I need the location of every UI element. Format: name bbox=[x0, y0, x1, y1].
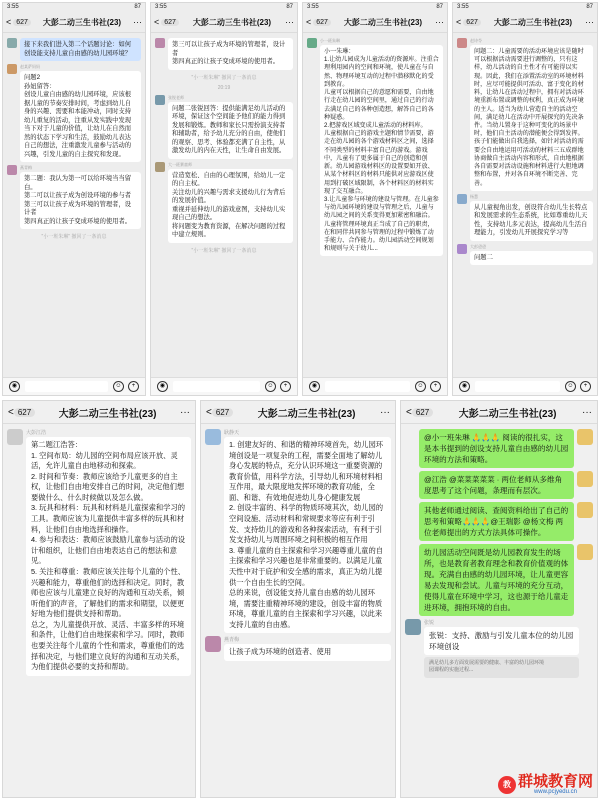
avatar bbox=[7, 429, 23, 445]
message bbox=[307, 38, 443, 256]
message-bubble[interactable]: 小一朱琳： 1.让幼儿园成为儿童活动的资源库。注重合理利用园内的空间和环境，使儿童在与自然、物理环境互动的过程中潜移默化的受到教育。 儿童可以根据自己的意愿和需要，自由地行走在幼儿园的空间里，通过自己的行动去满足自己的各种创造想，解答自己的各种疑惑。 2.把游戏区域变成儿童活动的材料库。 儿童根据自己的游戏主题和情节需要，游走在幼儿园的各个游戏材料区之间，选择不同类型的材料丰富自己的游戏。游戏中，儿童有了更多属于自己的创造和创新。幼儿园游戏材料区的设置要如开放、从某个材料区的材料只能供对应游戏区使用到打破区域限制，各个材料区的材料实现了交互融合。 3.让儿童参与环境的建设与管理。在儿童参与幼儿园环境的建设与管理之后，儿童与幼儿园之间的关系变得更加紧密和融洽。儿童将管理环境真正当成了自己的职责，在和同伴共同参与管理的过程中锻炼了动手能力、合作能力。幼儿园活动空间规划和规则与关于幼儿... bbox=[320, 45, 443, 256]
avatar bbox=[7, 64, 17, 74]
more-icon[interactable]: ··· bbox=[585, 17, 594, 27]
message-bubble[interactable]: @小一班朱琳 🙏🙏🙏 阅读的很扎实，这是本书提到的创设支持儿童自由感的幼儿园环境的方法和策略。 bbox=[419, 429, 574, 468]
message bbox=[457, 38, 593, 191]
back-icon[interactable]: < bbox=[6, 17, 12, 27]
status-bar: 3:55 87 bbox=[7, 4, 141, 10]
avatar bbox=[577, 429, 593, 445]
message bbox=[7, 165, 141, 229]
message bbox=[405, 619, 593, 678]
site-watermark: 教 群城教育网 www.pcjyedu.cn bbox=[498, 774, 593, 795]
chat-title: 大彭二动三生书社(23) bbox=[257, 408, 356, 420]
timestamp: 20:19 bbox=[217, 84, 231, 91]
message bbox=[7, 38, 141, 61]
chat-header bbox=[201, 401, 395, 424]
avatar bbox=[155, 162, 165, 172]
back-icon[interactable]: < bbox=[306, 17, 312, 27]
more-icon[interactable]: ··· bbox=[380, 406, 390, 418]
input-bar bbox=[303, 377, 447, 395]
unread-count: 627 bbox=[161, 19, 179, 26]
sender-name: 大彭江浩 bbox=[26, 430, 47, 436]
plus-icon[interactable]: + bbox=[430, 381, 441, 392]
chat-title: 大彭二动三生书社(23) bbox=[192, 17, 272, 27]
message bbox=[155, 95, 293, 159]
message-bubble[interactable]: @江浩 @菜菜菜菜菜 · 两位老师从多维角度思考了这个问题，条理而有层次。 bbox=[419, 471, 574, 499]
unread-count: 627 bbox=[463, 19, 481, 26]
chat-header bbox=[453, 12, 597, 33]
chat-header bbox=[3, 12, 145, 33]
sender-name: 小一班朱琳 bbox=[320, 38, 340, 43]
message-bubble[interactable]: 张锐：支持、激励与引发儿童本位的幼儿园环境创设 bbox=[424, 627, 579, 655]
back-icon[interactable]: < bbox=[154, 17, 160, 27]
message-bubble[interactable]: 第二题江浩答： 1. 空间布局：幼儿园的空间布局应该开放、灵活，允许儿童自由地移动和探索。 2. 时间和节奏：教师应该给予儿童更多的自主权，让他们自由地安排自己的时间，决定他们想要做什么、什么时候做以及怎么做。 3. 玩具和材料：玩具和材料是儿童探索和学习的工具。教师应该为儿童提供丰富多样的玩具和材料，让他们自由地选择和操作。 4. 参与和表达：教师应该鼓励儿童参与活动的设计和组织，让他们自由地表达自己的想法和意见。 5. 关注和尊重：教师应该关注每个儿童的个性、兴趣和能力，尊重他们的选择和决定。同时，教师也应该与儿童建立良好的沟通和互动关系，倾听他们的声音，了解他们的需求和期望，以便更好地为他们提供支持和帮助。 总之，为儿童提供开放、灵活、丰富多样的环境和条件，让他们自由地探索和学习。同时，教师也要关注每个儿童的个性和需求，尊重他们的选择和决定，与他们建立良好的沟通和互动关系，为他们提供必要的支持和帮助。 bbox=[26, 437, 191, 676]
watermark-logo: 教 bbox=[498, 776, 516, 794]
sender-name: 大一班赛童师 bbox=[168, 161, 192, 167]
message-input[interactable] bbox=[325, 381, 410, 392]
chat-title: 大彭二动三生书社(23) bbox=[42, 17, 122, 27]
message bbox=[457, 194, 593, 241]
message-bubble[interactable]: 问题2 孙妞留答： 创设儿童自由感的幼儿园环境，应该根据儿童的节奏安排时间，考虑到幼儿自身的兴趣、需要和本能冲动，同时支持幼儿重复的活动，注重从发实践中发现当下对于儿童的价值，让幼儿在自然而然的状态下学习和生活，鼓励幼儿表达自己的想法，注重激发儿童参与活动的兴趣，引发儿童的自主探究和发现。 bbox=[20, 71, 141, 162]
status-bar: 3:55 87 bbox=[457, 4, 593, 10]
sender-name: 燕青梅 bbox=[20, 165, 32, 170]
avatar bbox=[205, 429, 221, 445]
avatar bbox=[7, 38, 17, 48]
message-bubble[interactable]: 第三可以让孩子成为环境的管理者，设计者 第四真正的让孩子变成环境的使用者。 bbox=[168, 38, 293, 70]
message-input[interactable] bbox=[25, 381, 108, 392]
message-bubble[interactable]: 让孩子成为环境的创造者、使用 bbox=[224, 644, 391, 661]
message-bubble[interactable]: 第二题：我认为第一可以给环境当当留白。 第二可以让孩子成为创设环境的参与者 第三可以让孩子成为环境的管理者，设计者 第四真正的让孩子变成环境的使用者。 bbox=[20, 172, 141, 229]
message bbox=[405, 429, 593, 468]
message-bubble[interactable]: 接下来我们进入第二个话题讨论：如何创设能支持儿童自由感的幼儿园环境？ bbox=[20, 38, 141, 61]
unread-count: 627 bbox=[212, 408, 233, 417]
avatar bbox=[205, 636, 221, 652]
message bbox=[155, 38, 293, 70]
message bbox=[457, 244, 593, 266]
avatar bbox=[457, 244, 467, 254]
sender-name: 耿静天 bbox=[224, 430, 240, 436]
more-icon[interactable]: ··· bbox=[133, 17, 142, 27]
chat-screen-4 bbox=[452, 2, 598, 396]
message bbox=[405, 544, 593, 616]
back-icon[interactable]: < bbox=[206, 406, 212, 418]
sender-name: 张锐老师 bbox=[168, 94, 184, 100]
unread-count: 627 bbox=[313, 19, 331, 26]
voice-icon[interactable]: ◉ bbox=[157, 381, 168, 392]
message bbox=[205, 636, 391, 661]
chat-header bbox=[303, 12, 447, 33]
avatar bbox=[307, 38, 317, 48]
back-icon[interactable]: < bbox=[406, 406, 412, 418]
message bbox=[7, 64, 141, 162]
status-bar: 3:55 87 bbox=[307, 4, 443, 10]
chat-screen-3 bbox=[302, 2, 448, 396]
plus-icon[interactable]: + bbox=[580, 381, 591, 392]
emoji-icon[interactable]: ☺ bbox=[113, 381, 124, 392]
unread-count: 627 bbox=[412, 408, 433, 417]
avatar bbox=[457, 194, 467, 204]
chat-screen-2 bbox=[150, 2, 298, 396]
sender-name: 杨慧 bbox=[470, 193, 478, 199]
message bbox=[405, 471, 593, 499]
chat-screen-1 bbox=[2, 2, 146, 396]
chat-title: 大彭二动三生书社(23) bbox=[493, 17, 573, 27]
message-input[interactable] bbox=[173, 381, 260, 392]
chat-screen-7 bbox=[400, 400, 598, 798]
system-notice: "小一班朱琳" 撤回了一条消息 bbox=[191, 247, 257, 254]
avatar bbox=[577, 544, 593, 560]
avatar bbox=[155, 38, 165, 48]
message-bubble[interactable]: 问题二 bbox=[470, 251, 593, 266]
input-bar bbox=[3, 377, 145, 395]
chat-title: 大彭二动三生书社(23) bbox=[343, 17, 423, 27]
back-icon[interactable]: < bbox=[456, 17, 462, 27]
emoji-icon[interactable]: ☺ bbox=[565, 381, 576, 392]
chat-title: 大彭二动三生书社(23) bbox=[458, 408, 557, 420]
chat-header bbox=[401, 401, 597, 424]
back-icon[interactable]: < bbox=[8, 406, 14, 418]
message-bubble[interactable]: 从儿童视角出发，创设符合幼儿生长特点和发展需求的生态系统，比如尊重幼儿天性，支持幼儿多元表达，提高幼儿生活自理能力，引发幼儿开展探究学习等 bbox=[470, 201, 593, 241]
unread-count: 627 bbox=[13, 19, 31, 26]
sender-name: 赵某萨妈妈 bbox=[20, 64, 40, 69]
message-input[interactable] bbox=[475, 381, 560, 392]
sender-name: 燕青梅 bbox=[224, 637, 240, 644]
chat-screen-6 bbox=[200, 400, 396, 798]
chat-screen-5 bbox=[2, 400, 196, 798]
message-bubble[interactable]: 问题二：儿童需要的活动环境应该是随时可以根据活动需要进行调整的，只有这样，幼儿活动的自主性才有可能得以实现。因此，我们在添置活动室的环境材料时，应尽可能提供可活动、富于变化的材料，让幼儿在活动过程中，拥有对活动环境重新布置或调整的权利，真正成为环境的主人。适当为幼儿营造自主的活动空间，满足幼儿在活动中开展探究的先决条件。当幼儿置身于这种可变化的场景中时，他们自主活动的潜能便会得到发挥。孩子们能做出自我选择，如针对活动的需要会自由地运用可活动的材料三五成群地协商做自主活动内容和形式，自由地根据各自需要对活动设施和材料进行大胆地调整和布置，并对各自环境不断完善、完善。 bbox=[470, 45, 593, 191]
message-bubble[interactable]: 其他老师通过阅读、查阅资料给出了自己的思考和策略🙏🙏🙏@王瑞影 @杨文梅 两位老师提出的方式方法具体可操作。 bbox=[419, 502, 574, 541]
message bbox=[205, 429, 391, 633]
message bbox=[155, 162, 293, 243]
emoji-icon[interactable]: ☺ bbox=[415, 381, 426, 392]
more-icon[interactable]: ··· bbox=[180, 406, 190, 418]
input-bar bbox=[151, 377, 297, 395]
avatar bbox=[577, 471, 593, 487]
avatar bbox=[577, 502, 593, 518]
voice-icon[interactable]: ◉ bbox=[309, 381, 320, 392]
sender-name: 大彭爸爸 bbox=[470, 243, 486, 249]
chat-title: 大彭二动三生书社(23) bbox=[58, 408, 157, 420]
system-notice: "小一班朱琳" 撤回了一条消息 bbox=[191, 74, 257, 81]
quoted-message[interactable]: 满足幼儿多方面发展需要的健康、丰富的幼儿园环境 园课程的实施过程... bbox=[424, 657, 579, 678]
more-icon[interactable]: ··· bbox=[435, 17, 444, 27]
plus-icon[interactable]: + bbox=[128, 381, 139, 392]
avatar bbox=[405, 619, 421, 635]
voice-icon[interactable]: ◉ bbox=[459, 381, 470, 392]
message bbox=[7, 429, 191, 676]
status-bar: 3:55 87 bbox=[155, 4, 293, 10]
system-notice: "小一班朱琳" 撤回了一条消息 bbox=[41, 234, 107, 240]
message-bubble[interactable]: 1. 创建友好的、和谐的精神环境首先，幼儿园环境创设是一项复杂的工程，需要全面地了解幼儿身心发展的特点，充分认识环境这一重要资源的教育价值，用科学方法，引导幼儿和环境材料相互作用，最大限度地发挥环境的教育功能，全面、和谐、有效地促进幼儿身心健康发展 2. 创设丰富的、科学的物质环境其次，幼儿园的空间设施、活动材料和常规要求等应有利于引发、支持幼儿的游戏和各种探索活动，有利于引发支持幼儿与周围环境之间积极的相互作用 3. 尊重儿童的自主探索和学习兴趣尊重儿童的自主探索和学习兴趣也是非常重要的。以满足儿童天性中对于庇护和安全感的需求，真正为幼儿提供一个自由生长的空间。 总的来说，创设能支持儿童自由感的幼儿园环境，需要注重精神环境的建设，创设丰富的物质环境，尊重儿童的自主探索和学习兴趣，以此来支持儿童的自由感。 bbox=[224, 437, 391, 633]
chat-header bbox=[3, 401, 195, 424]
message-bubble[interactable]: 营造宽松、自由的心理氛围，给幼儿一定的自主权。 关注幼儿的兴趣与需求支援幼儿行为背后的发展价值。 重视并延伸幼儿的游戏意图，支持幼儿实现自己的想法。 将问题变为教育资源，在解决问题的过程中建立规则。 bbox=[168, 169, 293, 243]
avatar bbox=[7, 165, 17, 175]
chat-header bbox=[151, 12, 297, 33]
avatar bbox=[155, 95, 165, 105]
plus-icon[interactable]: + bbox=[280, 381, 291, 392]
message bbox=[405, 502, 593, 541]
message-bubble[interactable]: 幼儿园活动空间既是幼儿园教育发生的场所，也是教育者教育理念和教育价值观的体现。充满自由感的幼儿园环境，让儿童更容易去发现和尝试。儿童与环境的充分互动，使得儿童在环境中学习，这也源于给儿童走进环境，拥抱环境的自由。 bbox=[419, 544, 574, 616]
emoji-icon[interactable]: ☺ bbox=[265, 381, 276, 392]
unread-count: 627 bbox=[14, 408, 35, 417]
voice-icon[interactable]: ◉ bbox=[9, 381, 20, 392]
more-icon[interactable]: ··· bbox=[285, 17, 294, 27]
more-icon[interactable]: ··· bbox=[582, 406, 592, 418]
sender-name: 张锐 bbox=[424, 620, 435, 626]
message-bubble[interactable]: 问题二张锐回答：提供能满足幼儿活动的环境，保证这个空间能予他们的能力得到发展和锻炼。教师和家长只需扮演支持者和辅助者，给予幼儿充分的自由，使他们的观察、思考、体验都充满了自主性，从激发幼儿的内在天性，让生命自由发展。 bbox=[168, 102, 293, 159]
avatar bbox=[457, 38, 467, 48]
sender-name: 赵诗苓 bbox=[470, 38, 482, 43]
input-bar bbox=[453, 377, 597, 395]
